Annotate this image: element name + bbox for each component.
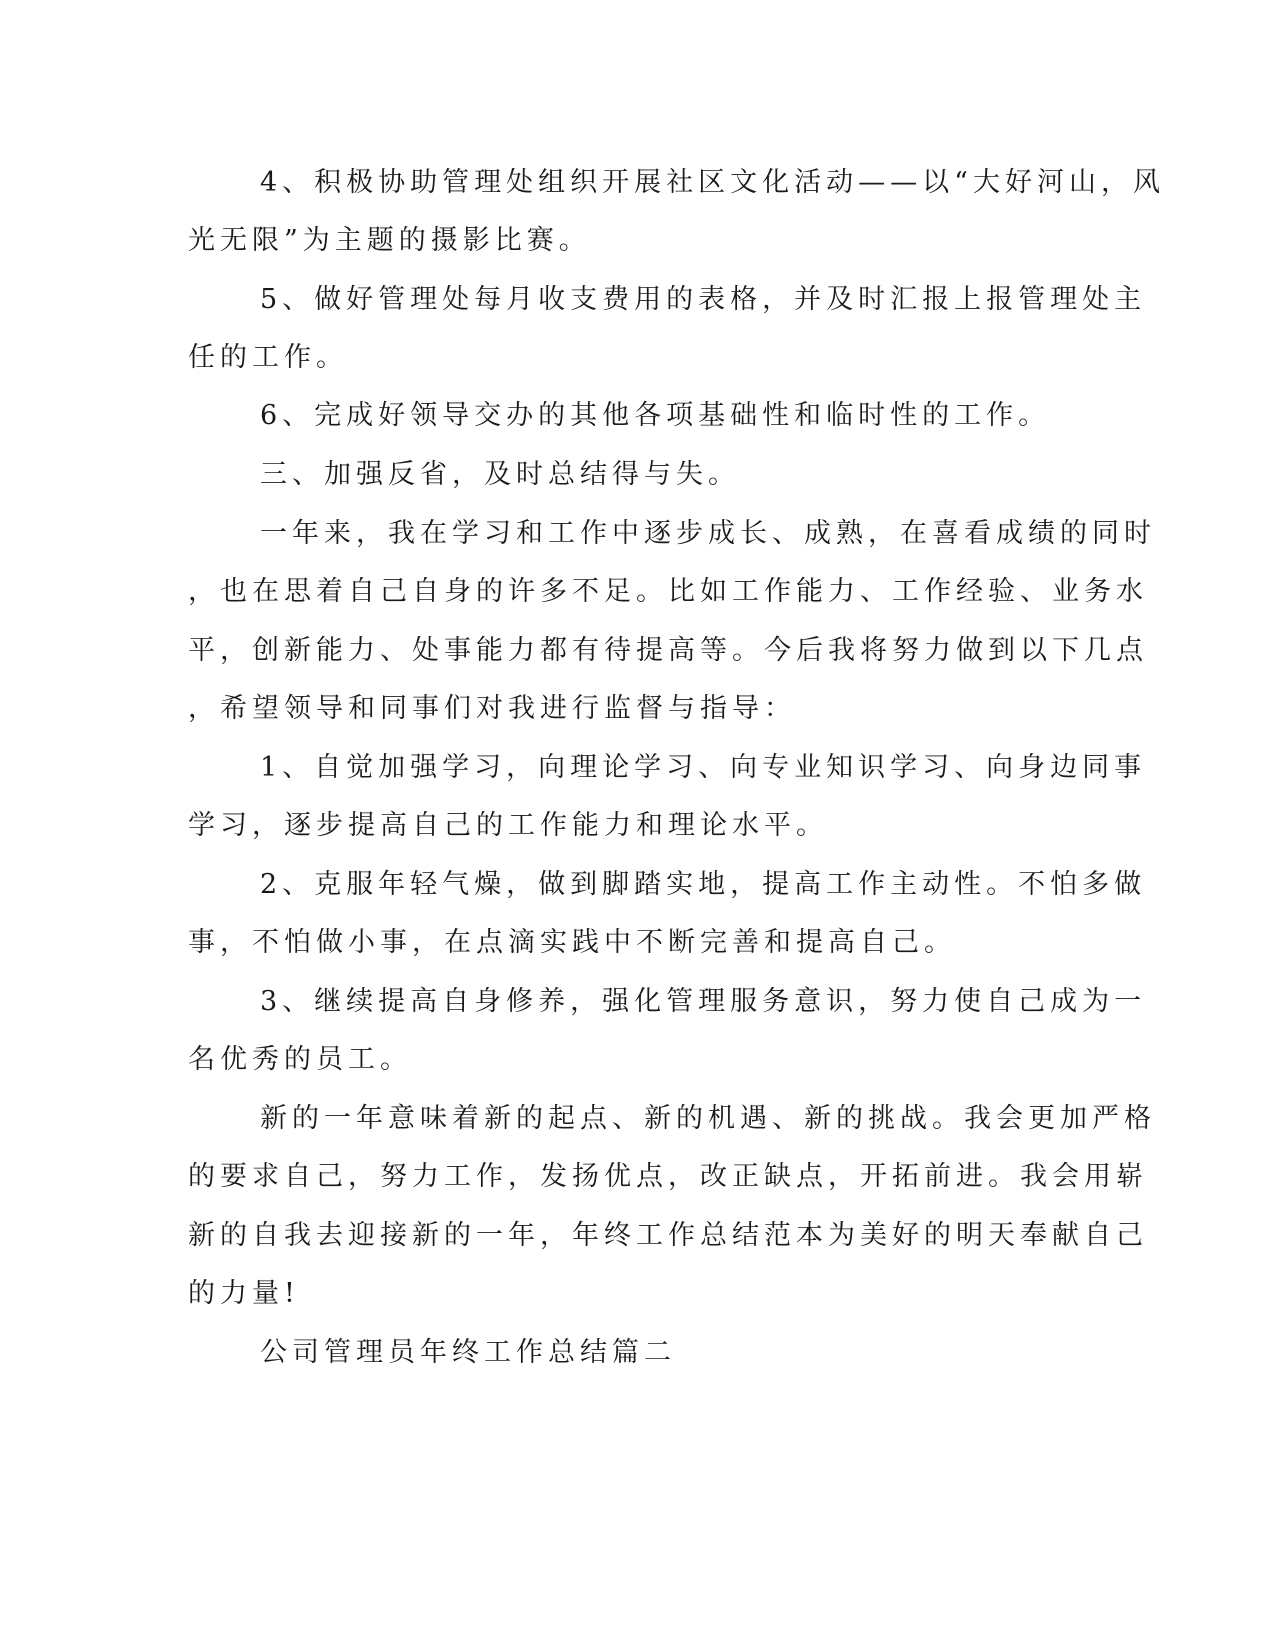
text-line: 事，不怕做小事，在点滴实践中不断完善和提高自己。 [188,927,956,958]
text-line: 1、自觉加强学习，向理论学习、向专业知识学习、向身边同事 [260,752,1147,783]
section-heading: 三、加强反省，及时总结得与失。 [260,459,740,490]
text-line: 的要求自己，努力工作，发扬优点，改正缺点，开拓前进。我会用崭 [188,1161,1148,1192]
text-line: 6、完成好领导交办的其他各项基础性和临时性的工作。 [260,400,1051,431]
text-line: 3、继续提高自身修养，强化管理服务意识，努力使自己成为一 [260,986,1147,1017]
text-line: ，希望领导和同事们对我进行监督与指导： [188,693,796,724]
section-title: 公司管理员年终工作总结篇二 [260,1337,676,1368]
text-line: 光无限”为主题的摄影比赛。 [188,225,591,256]
text-line: 一年来，我在学习和工作中逐步成长、成熟，在喜看成绩的同时 [260,518,1156,549]
text-line: 的力量! [188,1278,300,1309]
text-line: 学习，逐步提高自己的工作能力和理论水平。 [188,810,828,841]
text-line: 新的一年意味着新的起点、新的机遇、新的挑战。我会更加严格 [260,1103,1156,1134]
text-line: ，也在思着自己自身的许多不足。比如工作能力、工作经验、业务水 [188,576,1148,607]
text-line: 5、做好管理处每月收支费用的表格，并及时汇报上报管理处主 [260,284,1147,315]
text-line: 4、积极协助管理处组织开展社区文化活动——以“大好河山，风 [260,167,1165,198]
text-line: 新的自我去迎接新的一年，年终工作总结范本为美好的明天奉献自己 [188,1220,1148,1251]
text-line: 平，创新能力、处事能力都有待提高等。今后我将努力做到以下几点 [188,635,1148,666]
text-line: 名优秀的员工。 [188,1044,412,1075]
text-line: 任的工作。 [188,342,348,373]
text-line: 2、克服年轻气燥，做到脚踏实地，提高工作主动性。不怕多做 [260,869,1147,900]
